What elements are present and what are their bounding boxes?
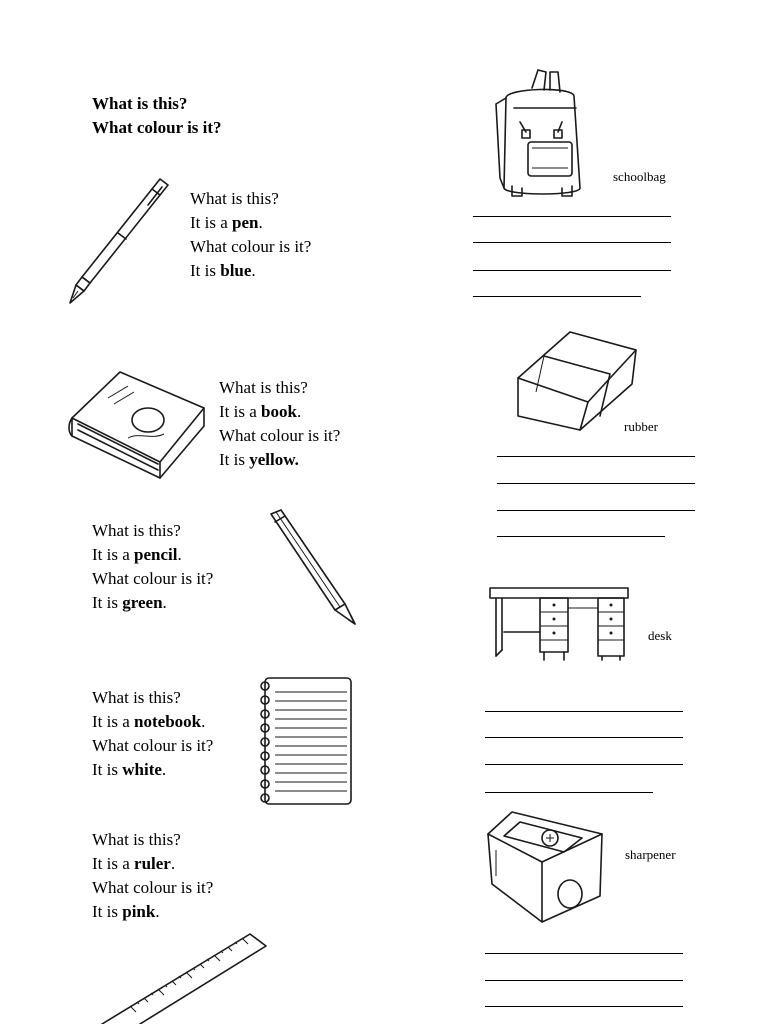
worksheet-heading bbox=[92, 92, 222, 140]
colour-word: blue bbox=[220, 261, 252, 280]
colour-word: pink bbox=[122, 902, 156, 921]
rubber-icon bbox=[514, 322, 640, 434]
question-colour: What colour is it? bbox=[92, 736, 214, 755]
desk-icon bbox=[488, 586, 632, 662]
answer-line[interactable] bbox=[473, 270, 671, 271]
answer-object: It is a notebook. bbox=[92, 712, 206, 731]
question-what: What is this? bbox=[219, 378, 308, 397]
answer-line[interactable] bbox=[473, 242, 671, 243]
answer-object: It is a pencil. bbox=[92, 545, 182, 564]
item-pen bbox=[190, 187, 311, 283]
question-colour: What colour is it? bbox=[219, 426, 341, 445]
answer-line[interactable] bbox=[485, 792, 653, 793]
schoolbag-icon bbox=[492, 68, 588, 200]
pencil-icon bbox=[265, 508, 360, 628]
answer-line[interactable] bbox=[497, 510, 695, 511]
answer-line[interactable] bbox=[485, 764, 683, 765]
item-book bbox=[219, 376, 340, 472]
item-ruler bbox=[92, 828, 213, 924]
colour-word: yellow. bbox=[249, 450, 299, 469]
colour-word: white bbox=[122, 760, 162, 779]
item-notebook bbox=[92, 686, 213, 782]
heading-question-2: What colour is it? bbox=[92, 118, 222, 137]
heading-question-1: What is this? bbox=[92, 94, 188, 113]
answer-colour: It is pink. bbox=[92, 902, 160, 921]
answer-object: It is a ruler. bbox=[92, 854, 176, 873]
answer-line[interactable] bbox=[497, 456, 695, 457]
object-word: book bbox=[261, 402, 297, 421]
answer-line[interactable] bbox=[497, 536, 665, 537]
pen-icon bbox=[60, 175, 175, 310]
question-what: What is this? bbox=[92, 521, 181, 540]
exercise-label-schoolbag: schoolbag bbox=[613, 169, 666, 184]
question-what: What is this? bbox=[92, 830, 181, 849]
exercise-label-desk: desk bbox=[648, 628, 672, 643]
colour-word: green bbox=[122, 593, 163, 612]
answer-line[interactable] bbox=[485, 980, 683, 981]
question-colour: What colour is it? bbox=[92, 878, 214, 897]
answer-line[interactable] bbox=[473, 216, 671, 217]
question-colour: What colour is it? bbox=[190, 237, 312, 256]
answer-line[interactable] bbox=[485, 1006, 683, 1007]
sharpener-icon bbox=[484, 804, 608, 928]
object-word: notebook bbox=[134, 712, 202, 731]
answer-line[interactable] bbox=[485, 953, 683, 954]
ruler-icon bbox=[100, 930, 270, 1024]
answer-colour: It is white. bbox=[92, 760, 167, 779]
question-what: What is this? bbox=[92, 688, 181, 707]
answer-line[interactable] bbox=[497, 483, 695, 484]
exercise-label-sharpener: sharpener bbox=[625, 847, 676, 862]
answer-line[interactable] bbox=[485, 711, 683, 712]
question-what: What is this? bbox=[190, 189, 279, 208]
answer-object: It is a pen. bbox=[190, 213, 263, 232]
answer-line[interactable] bbox=[485, 737, 683, 738]
item-pencil bbox=[92, 519, 213, 615]
answer-colour: It is green. bbox=[92, 593, 167, 612]
answer-object: It is a book. bbox=[219, 402, 302, 421]
book-icon bbox=[68, 368, 208, 480]
object-word: pencil bbox=[134, 545, 178, 564]
object-word: pen bbox=[232, 213, 259, 232]
answer-colour: It is yellow. bbox=[219, 450, 299, 469]
question-colour: What colour is it? bbox=[92, 569, 214, 588]
notebook-icon bbox=[255, 676, 355, 808]
answer-line[interactable] bbox=[473, 296, 641, 297]
answer-colour: It is blue. bbox=[190, 261, 256, 280]
exercise-label-rubber: rubber bbox=[624, 419, 658, 434]
object-word: ruler bbox=[134, 854, 171, 873]
